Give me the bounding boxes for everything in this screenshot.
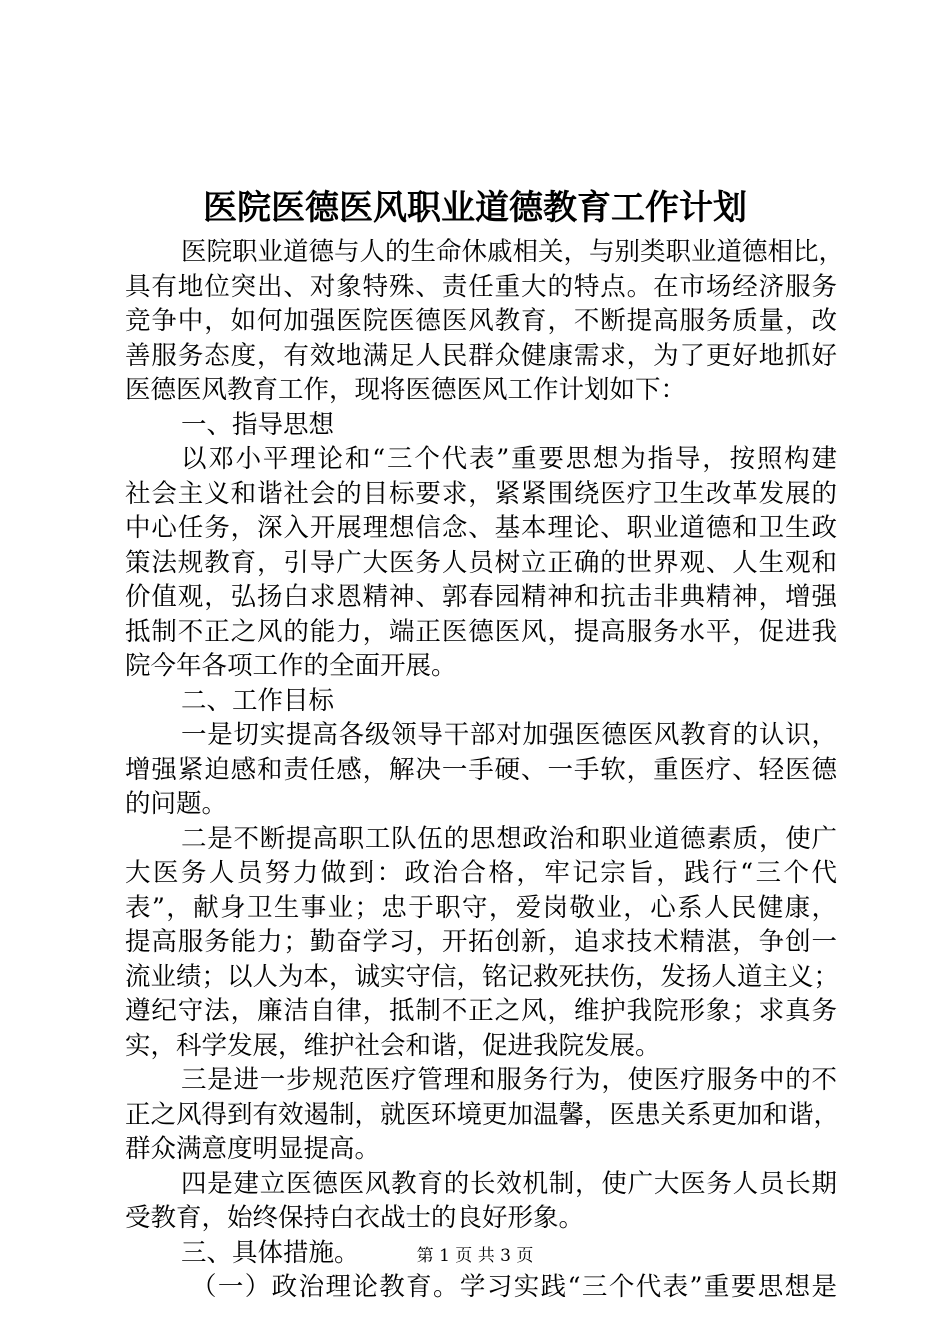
text-line: 二、工作目标 <box>181 685 335 716</box>
text-line: 中心任务，深入开展理想信念、基本理论、职业道德和卫生政 <box>125 513 837 543</box>
text-line: 一、指导思想 <box>181 409 335 440</box>
text-line: 竞争中，如何加强医院医德医风教育，不断提高服务质量，改 <box>125 306 837 336</box>
text-line: 善服务态度，有效地满足人民群众健康需求，为了更好地抓好 <box>125 340 837 371</box>
text-line: 群众满意度明显提高。 <box>125 1134 381 1164</box>
document-title: 医院医德医风职业道德教育工作计划 <box>203 188 747 228</box>
text-line: 院今年各项工作的全面开展。 <box>125 651 457 681</box>
text-line: 抵制不正之风的能力，端正医德医风，提高服务水平，促进我 <box>125 616 837 647</box>
text-line: 表”，献身卫生事业；忠于职守，爱岗敬业，心系人民健康， <box>125 892 837 923</box>
text-line: 以邓小平理论和“三个代表”重要思想为指导，按照构建 <box>181 444 837 474</box>
text-line: 流业绩；以人为本，诚实守信，铭记救死扶伤，发扬人道主义； <box>125 961 840 992</box>
text-line: 医院职业道德与人的生命休戚相关，与别类职业道德相比， <box>181 237 845 267</box>
text-line: 实，科学发展，维护社会和谐，促进我院发展。 <box>125 1030 661 1061</box>
text-line: （一）政治理论教育。学习实践“三个代表”重要思想是 <box>191 1272 837 1302</box>
text-line: 的问题。 <box>125 789 228 819</box>
text-line: 正之风得到有效遏制，就医环境更加温馨，医患关系更加和谐， <box>125 1099 840 1130</box>
text-line: 价值观，弘扬白求恩精神、郭春园精神和抗击非典精神，增强 <box>125 582 837 612</box>
text-line: 二是不断提高职工队伍的思想政治和职业道德素质，使广 <box>181 823 837 854</box>
text-line: 增强紧迫感和责任感，解决一手硬、一手软，重医疗、轻医德 <box>125 754 837 785</box>
text-line: 策法规教育，引导广大医务人员树立正确的世界观、人生观和 <box>125 547 837 578</box>
text-line: 三是进一步规范医疗管理和服务行为，使医疗服务中的不 <box>181 1065 837 1095</box>
text-line: 三、具体措施。 <box>181 1237 360 1268</box>
text-line: 一是切实提高各级领导干部对加强医德医风教育的认识， <box>181 720 837 750</box>
text-line: 提高服务能力；勤奋学习，开拓创新，追求技术精湛，争创一 <box>125 927 837 957</box>
text-line: 大医务人员努力做到：政治合格，牢记宗旨，践行“三个代 <box>125 858 837 888</box>
document-body <box>125 235 845 1305</box>
page-footer: 第 1 页 共 3 页 <box>416 1246 534 1266</box>
text-line: 医德医风教育工作，现将医德医风工作计划如下： <box>125 375 687 405</box>
text-line: 遵纪守法，廉洁自律，抵制不正之风，维护我院形象；求真务 <box>125 996 837 1026</box>
text-line: 社会主义和谐社会的目标要求，紧紧围绕医疗卫生改革发展的 <box>125 478 837 509</box>
text-line: 四是建立医德医风教育的长效机制，使广大医务人员长期 <box>181 1168 837 1199</box>
text-line: 受教育，始终保持白衣战士的良好形象。 <box>125 1203 585 1233</box>
text-line: 具有地位突出、对象特殊、责任重大的特点。在市场经济服务 <box>125 271 837 302</box>
